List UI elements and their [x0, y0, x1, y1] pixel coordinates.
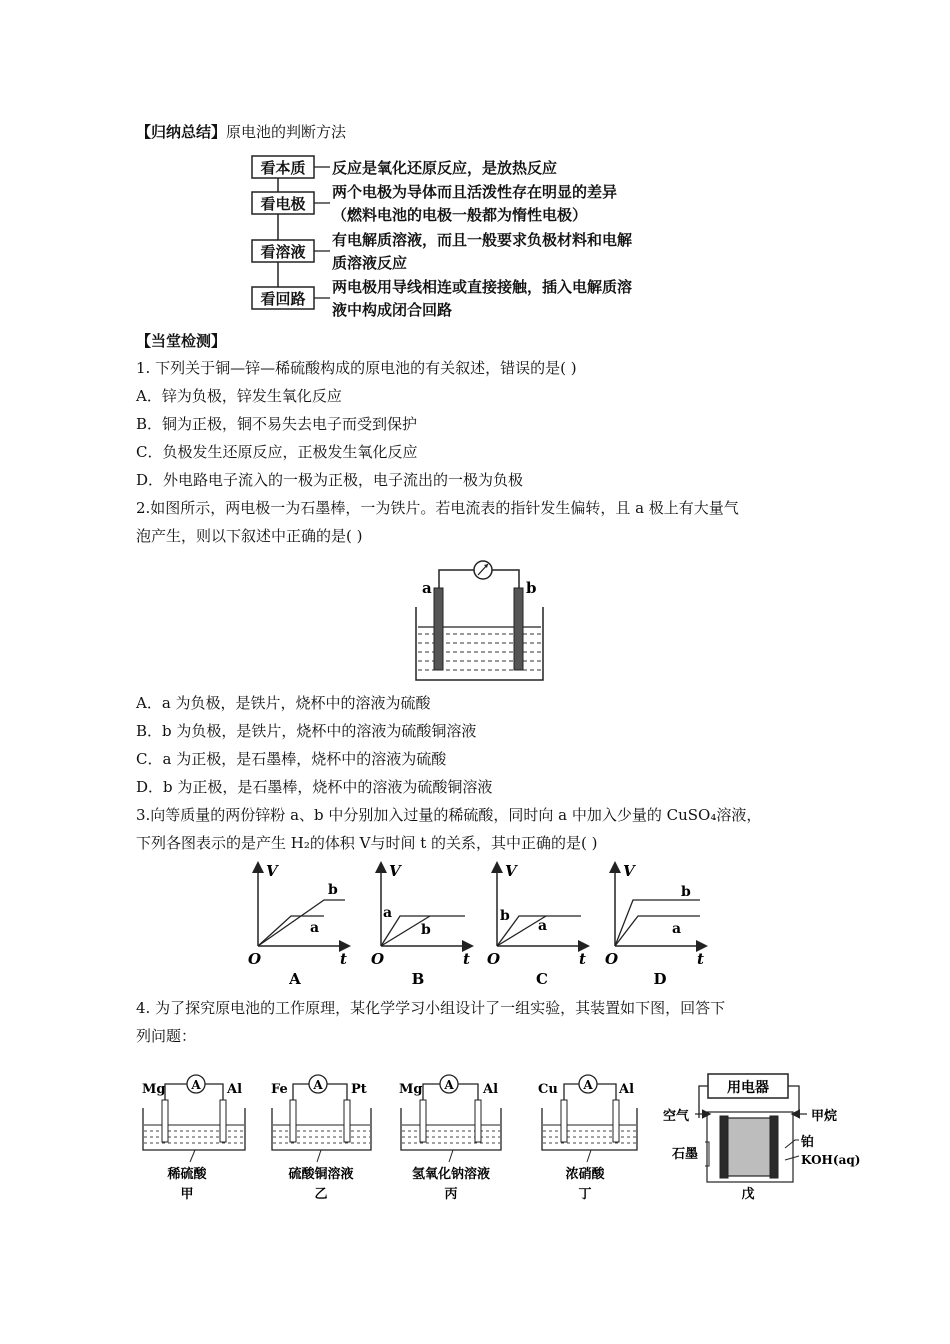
graph-c-caption: C — [536, 970, 548, 988]
electrode-a-label: a — [422, 579, 432, 597]
cell-bing — [399, 1075, 501, 1202]
graph-d-line-b — [615, 900, 700, 946]
q3-stem-2: 下列各图表示的是产生 H₂的体积 V与时间 t 的关系，其中正确的是( ) — [136, 834, 598, 852]
graph-d-y-label: V — [623, 862, 635, 880]
row-solution-text-2: 质溶液反应 — [332, 254, 408, 272]
electrode-b-label: b — [526, 579, 537, 597]
cell-bing-meter-label: A — [444, 1078, 454, 1092]
graph-c-y-label: V — [505, 862, 517, 880]
platinum-label: 铂 — [801, 1135, 815, 1150]
q2-option-d: D．b 为正极，是石墨棒，烧杯中的溶液为硫酸铜溶液 — [136, 778, 493, 796]
graph-a — [248, 862, 348, 988]
row-circuit-text-1: 两电极用导线相连或直接接触，插入电解质溶 — [332, 278, 633, 296]
graph-a-label-b: b — [328, 882, 338, 898]
graph-c — [487, 862, 587, 988]
graph-a-origin: O — [248, 950, 262, 968]
q1-option-d: D．外电路电子流入的一极为正极，电子流出的一极为负极 — [136, 471, 524, 489]
cell-yi-name: 乙 — [314, 1187, 328, 1202]
cell-jia-right-electrode: Al — [227, 1082, 243, 1097]
q1-option-a: A．锌为负极，锌发生氧化反应 — [136, 387, 342, 405]
row-electrode-text-1: 两个电极为导体而且活泼性存在明显的差异 — [332, 183, 618, 201]
row-electrode-text-2: （燃料电池的电极一般都为惰性电极） — [332, 206, 588, 224]
cell-bing-name: 丙 — [444, 1187, 458, 1202]
cell-ding-right-electrode: Al — [619, 1082, 635, 1097]
device-label: 用电器 — [727, 1080, 769, 1096]
q4-apparatus — [135, 1068, 865, 1208]
summary-heading: 【归纳总结】 — [136, 123, 227, 141]
graph-c-x-label: t — [579, 950, 586, 968]
methane-label: 甲烷 — [811, 1109, 838, 1124]
graph-d-label-b: b — [681, 884, 691, 900]
box-essence: 看本质 — [260, 159, 306, 177]
row-essence-text: 反应是氧化还原反应，是放热反应 — [332, 159, 558, 177]
q4-stem-1: 4. 为了探究原电池的工作原理，某化学学习小组设计了一组实验，其装置如下图，回答下 — [136, 999, 726, 1017]
graph-b-y-label: V — [389, 862, 401, 880]
cell-jia-solution: 稀硫酸 — [167, 1167, 207, 1182]
cell-ding-name: 丁 — [578, 1187, 592, 1202]
cell-bing-right-electrode: Al — [483, 1082, 499, 1097]
graph-a-y-label: V — [266, 862, 278, 880]
cell-yi-meter-label: A — [313, 1078, 323, 1092]
cell-ding — [538, 1075, 637, 1202]
electrode-a — [434, 588, 443, 670]
graph-d-label-a: a — [672, 921, 682, 937]
graph-b-x-label: t — [463, 950, 470, 968]
graph-c-label-b: b — [500, 908, 510, 924]
box-solution: 看溶液 — [260, 243, 306, 261]
q2-option-c: C．a 为正极，是石墨棒，烧杯中的溶液为硫酸 — [136, 750, 447, 768]
summary-title: 原电池的判断方法 — [226, 123, 347, 141]
graph-a-caption: A — [289, 970, 301, 988]
graph-c-origin: O — [487, 950, 501, 968]
graph-b — [371, 862, 471, 988]
fuel-cell-name: 戊 — [741, 1187, 755, 1202]
electrolyte-chamber — [721, 1118, 777, 1176]
electrode-left — [720, 1116, 728, 1178]
cell-yi — [271, 1075, 371, 1202]
row-circuit-text-2: 液中构成闭合回路 — [332, 301, 453, 319]
graph-b-origin: O — [371, 950, 385, 968]
summary-heading-line — [136, 122, 346, 142]
cell-ding-meter-label: A — [583, 1078, 593, 1092]
q1-stem: 1. 下列关于铜—锌—稀硫酸构成的原电池的有关叙述，错误的是( ) — [136, 359, 577, 377]
q2-cell-figure — [412, 555, 547, 685]
graph-b-caption: B — [411, 970, 425, 988]
graph-a-label-a: a — [310, 920, 320, 936]
cell-jia — [142, 1075, 245, 1202]
cell-yi-left-electrode: Fe — [271, 1082, 288, 1097]
graph-b-label-a: a — [383, 905, 393, 921]
cell-ding-left-electrode: Cu — [538, 1082, 558, 1097]
air-label: 空气 — [663, 1109, 690, 1124]
graph-d-caption: D — [653, 970, 667, 988]
row-solution-text-1: 有电解质溶液，而且一般要求负极材料和电解 — [332, 231, 633, 249]
cell-ding-solution: 浓硝酸 — [565, 1167, 605, 1182]
graph-d-x-label: t — [697, 950, 704, 968]
check-heading: 【当堂检测】 — [136, 332, 227, 350]
graph-c-label-a: a — [538, 918, 548, 934]
graph-a-x-label: t — [340, 950, 347, 968]
fuel-cell — [663, 1074, 860, 1202]
q3-graphs — [240, 858, 720, 990]
graphite-label: 石墨 — [672, 1147, 699, 1162]
cell-bing-solution: 氢氧化钠溶液 — [411, 1167, 491, 1182]
electrode-right — [770, 1116, 778, 1178]
q2-option-b: B．b 为负极，是铁片，烧杯中的溶液为硫酸铜溶液 — [136, 722, 477, 740]
cell-jia-meter-label: A — [191, 1078, 201, 1092]
q2-stem-2: 泡产生，则以下叙述中正确的是( ) — [136, 527, 363, 545]
box-circuit: 看回路 — [260, 290, 306, 308]
q1-option-c: C．负极发生还原反应，正极发生氧化反应 — [136, 443, 418, 461]
graph-d-line-a — [615, 916, 700, 946]
q2-option-a: A．a 为负极，是铁片，烧杯中的溶液为硫酸 — [136, 694, 431, 712]
cell-yi-solution: 硫酸铜溶液 — [288, 1167, 354, 1182]
cell-yi-right-electrode: Pt — [351, 1082, 367, 1097]
electrode-b — [514, 588, 523, 670]
cell-bing-left-electrode: Mg — [399, 1082, 423, 1097]
electrolyte-label: KOH(aq) — [801, 1153, 861, 1167]
graph-d-origin: O — [605, 950, 619, 968]
cell-jia-name: 甲 — [180, 1187, 194, 1202]
graph-a-line-b — [258, 900, 345, 946]
q4-stem-2: 列问题： — [136, 1027, 197, 1045]
graph-b-label-b: b — [421, 922, 431, 938]
box-electrode: 看电极 — [260, 195, 306, 213]
q2-stem-1: 2.如图所示，两电极一为石墨棒，一为铁片。若电流表的指针发生偏转，且 a 极上有大量气 — [136, 499, 739, 517]
summary-diagram — [240, 148, 720, 324]
q1-option-b: B．铜为正极，铜不易失去电子而受到保护 — [136, 415, 418, 433]
q3-stem-1: 3.向等质量的两份锌粉 a、b 中分别加入过量的稀硫酸，同时向 a 中加入少量的 CuSO₄溶液， — [136, 806, 762, 824]
graph-d — [605, 862, 705, 988]
cell-jia-left-electrode: Mg — [142, 1082, 166, 1097]
